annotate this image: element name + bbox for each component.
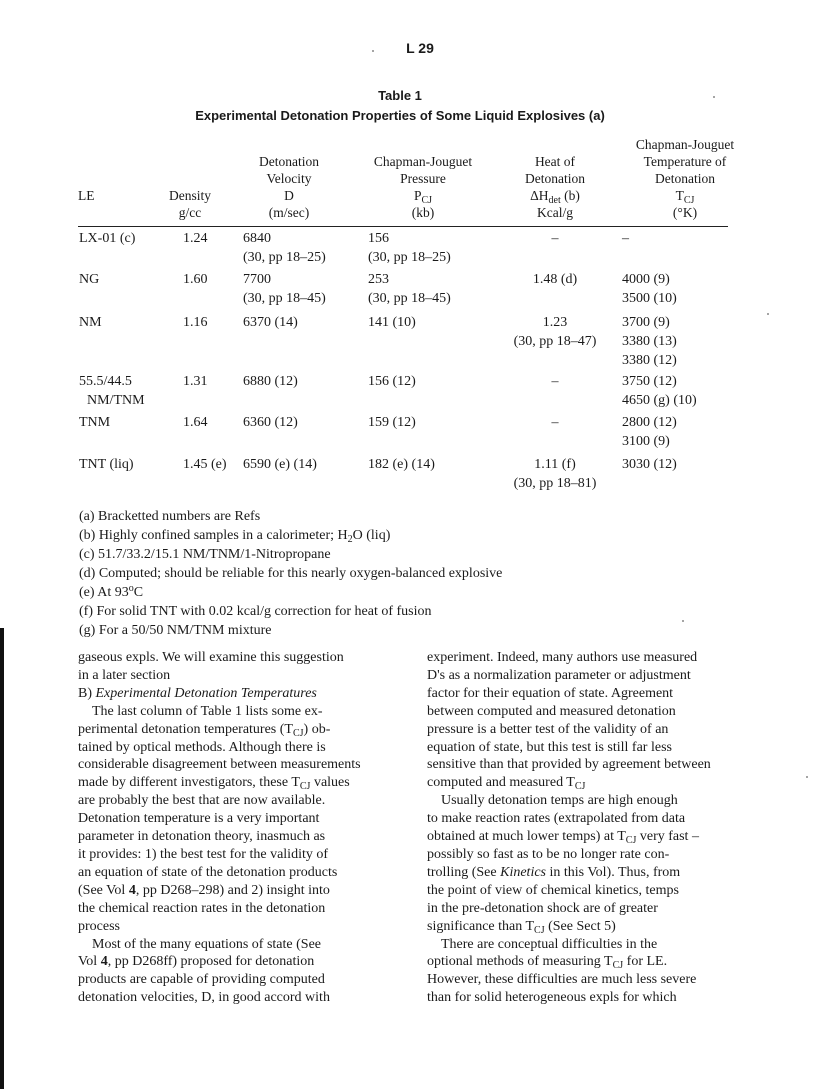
cell-velocity: 7700 (30, pp 18–45) — [243, 272, 326, 306]
cell-le: NG — [79, 272, 100, 287]
footnote-f: (f) For solid TNT with 0.02 kcal/g correction for heat of fusion — [79, 604, 432, 619]
cell-heat: – — [551, 231, 559, 246]
cell-density: 1.60 — [183, 272, 208, 287]
table-header-rule — [78, 226, 728, 227]
footnote-c: (c) 51.7/33.2/15.1 NM/TNM/1-Nitropropane — [79, 547, 331, 562]
footnote-g: (g) For a 50/50 NM/TNM mixture — [79, 623, 272, 638]
cell-density: 1.45 (e) — [183, 457, 227, 472]
cell-temp: – — [622, 231, 629, 246]
cell-le: TNM — [79, 415, 111, 430]
cell-velocity: 6360 (12) — [243, 415, 298, 430]
table-caption: Table 1 — [378, 88, 422, 103]
body-left-column: gaseous expls. We will examine this suggestion in a later section B) Experimental Detonation Temperatures The last column of Table 1 lists some ex- perimental detonation temperatures $(T_{CJ})$ ob- tained by optical methods. Although there is considerable disagreement between measurements made by different investigators, these $T_{CJ}$ values are probably the best that are now available. Detonation temperature is a very important parameter in detonation theory, inasmuch as it provides: 1) the best test for the validity of an equation of state of the detonation products (See Vol 4, pp D268–298) and 2) insight into the chemical reaction rates in the detonation process Most of the many equations of state (See Vol 4, pp D268ff) proposed for detonation products are capable of providing computed detonation velocities, D, in good accord with — [78, 650, 361, 1006]
header-density: Density g/cc — [169, 188, 211, 220]
cell-pressure: 159 (12) — [368, 415, 416, 430]
header-velocity: Detonation Velocity D (m/sec) — [259, 154, 319, 220]
cell-temp: 3700 (9) 3380 (13) 3380 (12) — [622, 315, 677, 368]
cell-temp: 3030 (12) — [622, 457, 677, 472]
cell-pressure: 156 (30, pp 18–25) — [368, 231, 451, 265]
cell-le: 55.5/44.5 NM/TNM — [79, 374, 145, 408]
cell-heat: 1.11 (f) (30, pp 18–81) — [513, 457, 597, 491]
cell-density: 1.31 — [183, 374, 208, 389]
cell-le: LX-01 (c) — [79, 231, 136, 246]
cell-pressure: 156 (12) — [368, 374, 416, 389]
page-number: L 29 — [406, 40, 434, 56]
cell-pressure: 182 (e) (14) — [368, 457, 435, 472]
cell-density: 1.16 — [183, 315, 208, 330]
cell-velocity: 6590 (e) (14) — [243, 457, 317, 472]
footnote-d: (d) Computed; should be reliable for this nearly oxygen-balanced explosive — [79, 566, 503, 581]
scan-speck — [713, 96, 715, 98]
cell-heat: 1.48 (d) — [532, 272, 578, 287]
cell-temp: 2800 (12) 3100 (9) — [622, 415, 677, 449]
cell-heat: – — [551, 374, 559, 389]
footnote-e: (e) At 93$^o$C — [79, 583, 144, 600]
scan-speck — [372, 50, 374, 52]
scan-speck — [767, 313, 769, 315]
cell-temp: 4000 (9) 3500 (10) — [622, 272, 677, 306]
cell-le: TNT (liq) — [79, 457, 134, 472]
footnote-a: (a) Bracketted numbers are Refs — [79, 509, 261, 524]
footnote-b: (b) Highly confined samples in a calorimeter; $H_2O$ (liq) — [79, 528, 391, 545]
cell-pressure: 253 (30, pp 18–45) — [368, 272, 451, 306]
cell-velocity: 6880 (12) — [243, 374, 298, 389]
header-temp: Chapman-Jouguet Temperature of Detonation $T_{CJ}$ (°K) — [635, 137, 735, 220]
body-right-column: experiment. Indeed, many authors use measured D's as a normalization parameter or adjustment factor for their equation of state. Agreement between computed and measured detonation pressure is a better test of the validity of an equation of state, but this test is still far less sensitive than that provided by agreement between computed and measured $T_{CJ}$ Usually detonation temps are high enough to make reaction rates (extrapolated from data obtained at much lower temps) at $T_{CJ}$ very fast – possibly so fast as to be no longer rate con- trolling (See Kinetics in this Vol). Thus, from the point of view of chemical kinetics, temps in the pre-detonation shock are of greater significance than $T_{CJ}$ (See Sect 5) There are conceptual difficulties in the optional methods of measuring $T_{CJ}$ for LE. However, these difficulties are much less severe than for solid heterogeneous expls for which — [427, 650, 711, 1006]
cell-temp: 3750 (12) 4650 (g) (10) — [622, 374, 697, 408]
cell-velocity: 6840 (30, pp 18–25) — [243, 231, 326, 265]
cell-heat: – — [551, 415, 559, 430]
section-heading: Experimental Detonation Temperatures — [95, 685, 317, 701]
scan-speck — [806, 776, 808, 778]
scan-speck — [682, 620, 684, 622]
cell-pressure: 141 (10) — [368, 315, 416, 330]
cell-heat: 1.23 (30, pp 18–47) — [513, 315, 597, 349]
header-heat: Heat of Detonation $\Delta H_{det}$ (b) Kcal/g — [525, 154, 585, 220]
cell-density: 1.64 — [183, 415, 208, 430]
cell-velocity: 6370 (14) — [243, 315, 298, 330]
cell-density: 1.24 — [183, 231, 208, 246]
header-le: LE — [78, 188, 95, 203]
scan-edge-bar — [0, 628, 4, 1089]
header-pressure: Chapman-Jouguet Pressure $P_{CJ}$ (kb) — [373, 154, 473, 220]
cell-le: NM — [79, 315, 102, 330]
table-title: Experimental Detonation Properties of Some Liquid Explosives (a) — [195, 108, 605, 123]
